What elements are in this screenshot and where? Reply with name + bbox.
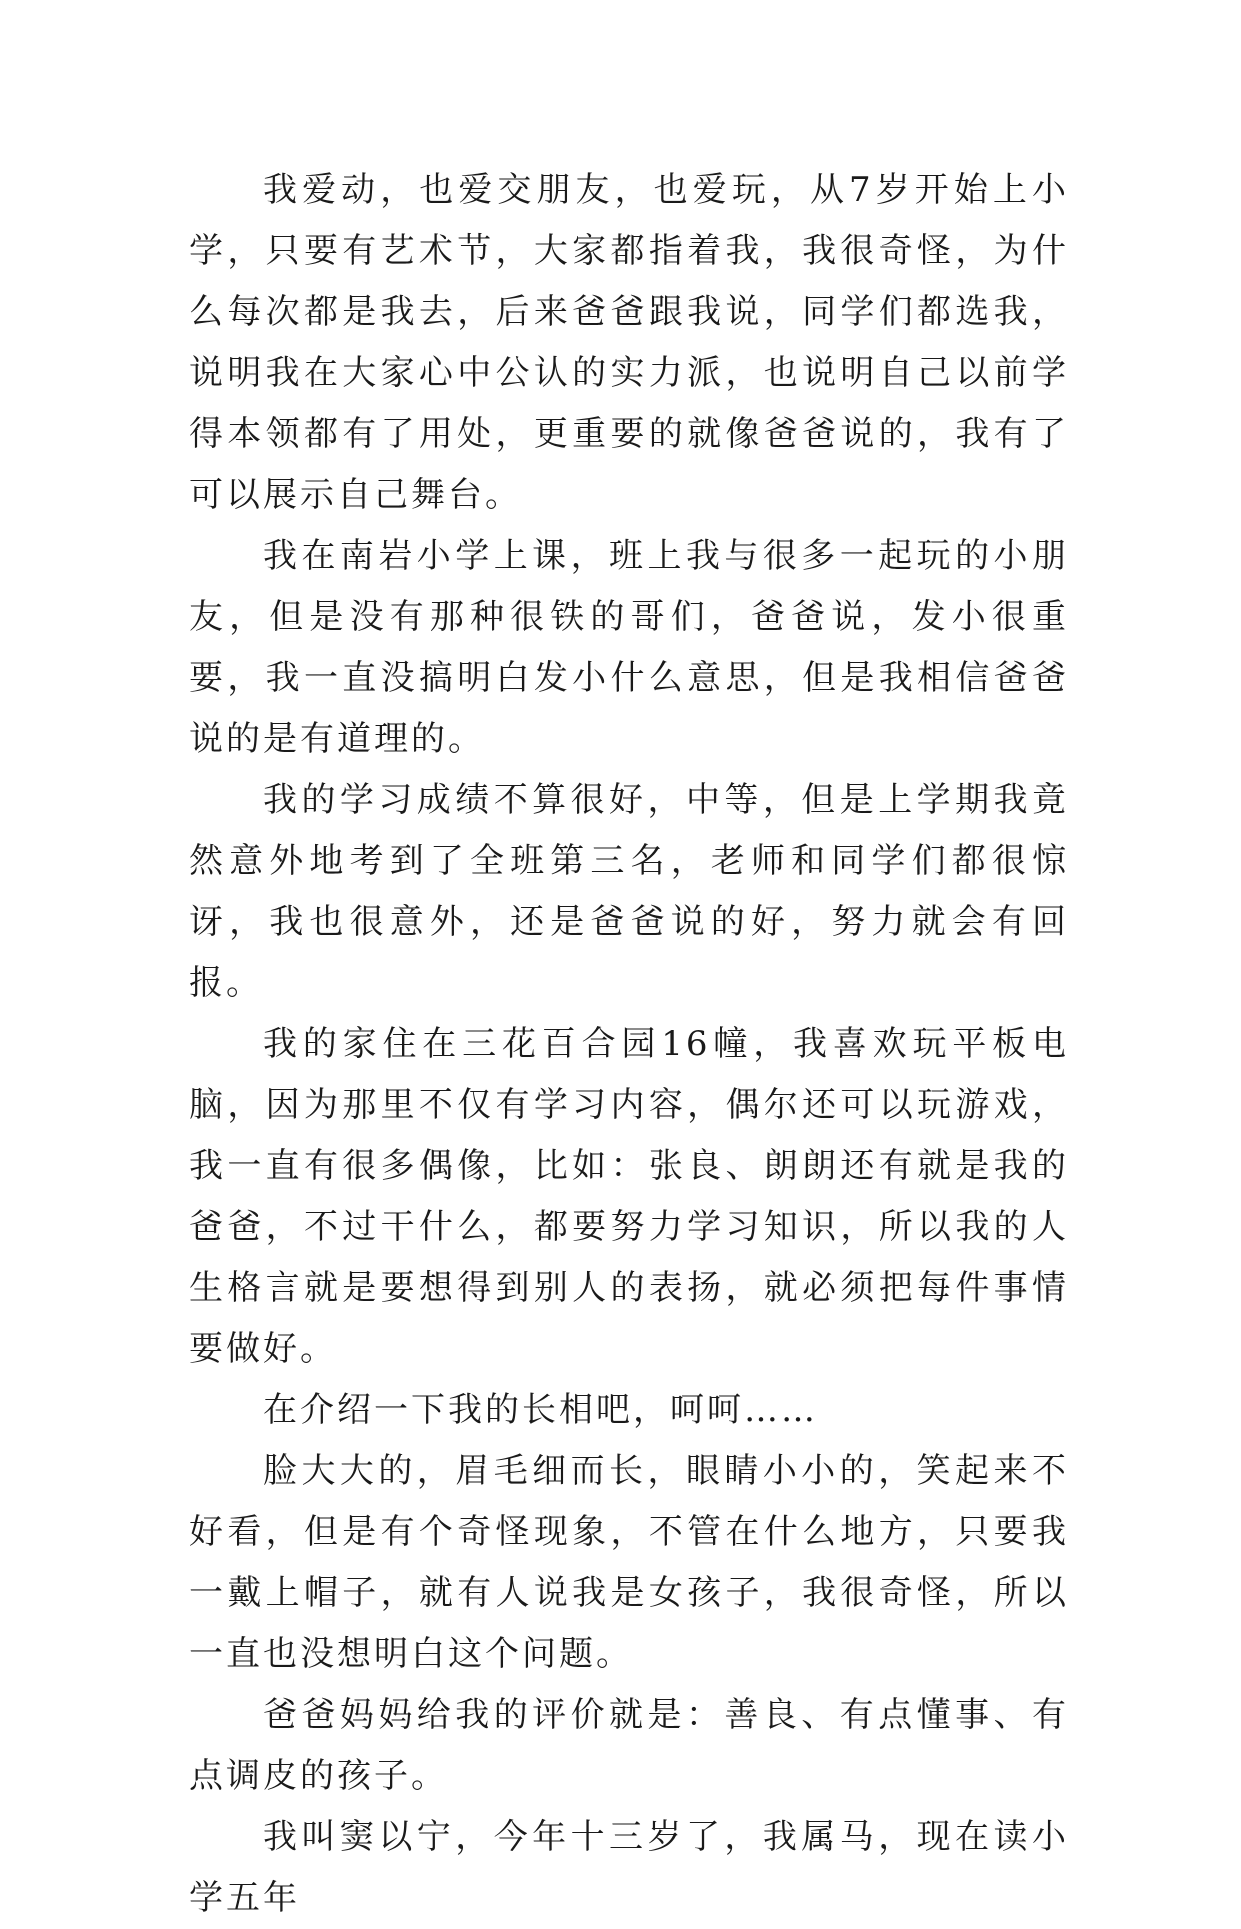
paragraph-1: 我爱动，也爱交朋友，也爱玩，从7岁开始上小学，只要有艺术节，大家都指着我，我很奇怪，为什么每次都是我去，后来爸爸跟我说，同学们都选我，说明我在大家心中公认的实力派，也说明自己以前学得本领都有了用处，更重要的就像爸爸说的，我有了可以展示自己舞台。 [189,170,1069,515]
paragraph-4: 我的家住在三花百合园16幢，我喜欢玩平板电脑，因为那里不仅有学习内容，偶尔还可以玩游戏，我一直有很多偶像，比如：张良、朗朗还有就是我的爸爸，不过干什么，都要努力学习知识，所以我的人生格言就是要想得到别人的表扬，就必须把每件事情要做好。 [189,1024,1069,1369]
paragraph-8: 我叫窦以宁，今年十三岁了，我属马，现在读小学五年 [189,1817,1069,1918]
paragraph-3: 我的学习成绩不算很好，中等，但是上学期我竟然意外地考到了全班第三名，老师和同学们都很惊讶，我也很意外，还是爸爸说的好，努力就会有回报。 [189,780,1069,1003]
paragraph-5: 在介绍一下我的长相吧，呵呵…… [263,1390,818,1430]
paragraph-7: 爸爸妈妈给我的评价就是：善良、有点懂事、有点调皮的孩子。 [189,1695,1069,1796]
paragraph-6: 脸大大的，眉毛细而长，眼睛小小的，笑起来不好看，但是有个奇怪现象，不管在什么地方，只要我一戴上帽子，就有人说我是女孩子，我很奇怪，所以一直也没想明白这个问题。 [189,1451,1069,1674]
paragraph-2: 我在南岩小学上课，班上我与很多一起玩的小朋友，但是没有那种很铁的哥们，爸爸说，发小很重要，我一直没搞明白发小什么意思，但是我相信爸爸说的是有道理的。 [189,536,1069,759]
body-text [189,160,1069,1929]
